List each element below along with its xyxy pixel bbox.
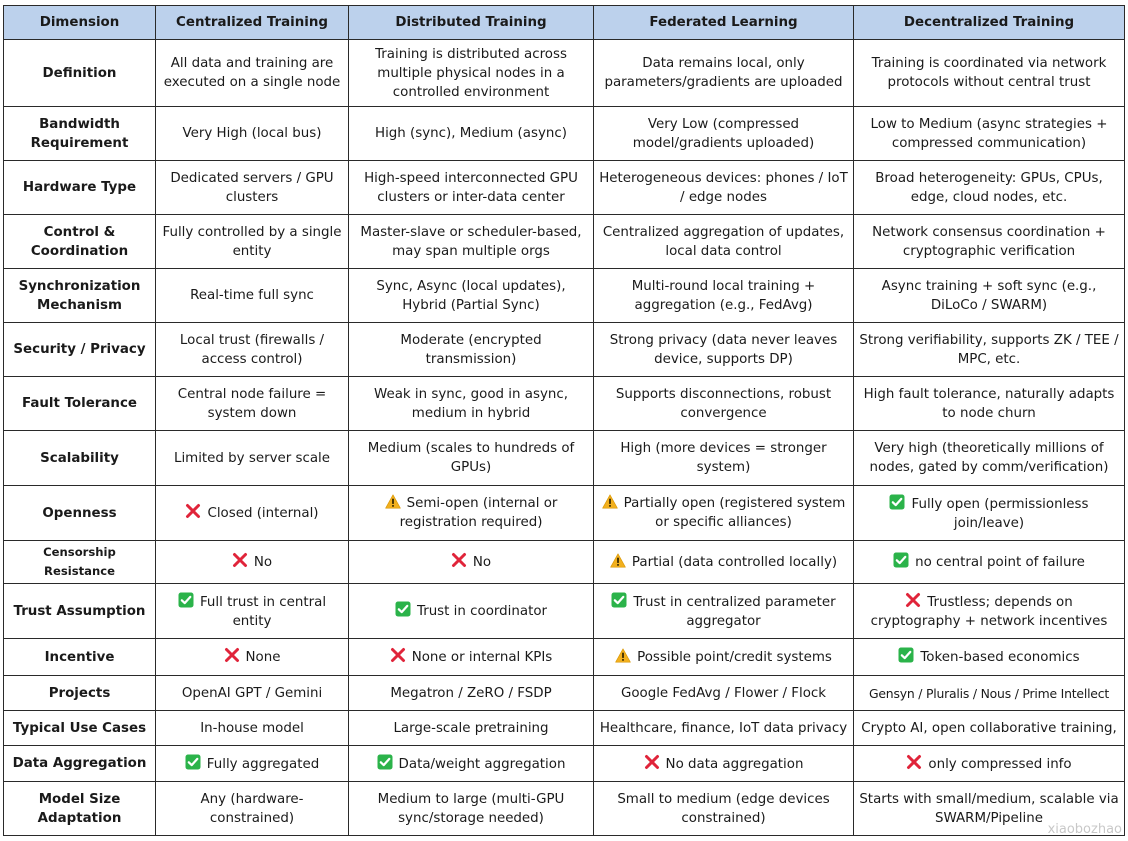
row-label: Openness	[4, 486, 156, 541]
table-row	[4, 746, 1125, 782]
cell-federated	[594, 486, 854, 541]
cell-text: High (more devices = stronger system)	[620, 441, 827, 475]
cell-federated	[594, 215, 854, 269]
cell-distributed	[349, 639, 594, 676]
cell-federated	[594, 782, 854, 836]
cell-text: Data/weight aggregation	[398, 756, 566, 772]
cell-centralized	[156, 676, 349, 711]
check-mark-icon	[889, 494, 905, 510]
cell-text: Megatron / ZeRO / FSDP	[390, 685, 552, 701]
cell-distributed	[349, 746, 594, 782]
cell-text: Master-slave or scheduler-based, may span multiple orgs	[360, 224, 582, 259]
cell-text: Real-time full sync	[190, 288, 314, 303]
watermark: xiaobozhao	[1047, 822, 1122, 837]
cell-text: Full trust in central entity	[199, 594, 327, 629]
cell-text: No	[472, 555, 492, 570]
table-header	[4, 6, 1125, 40]
row-label: Fault Tolerance	[4, 377, 156, 431]
cell-text: Very high (theoretically millions of nodes, gated by comm/verification)	[869, 441, 1109, 475]
cell-text: Data remains local, only parameters/gradients are uploaded	[604, 56, 843, 90]
row-label: Trust Assumption	[4, 584, 156, 639]
cell-distributed	[349, 377, 594, 431]
cell-text: Fully open (permissionless join/leave)	[911, 496, 1089, 531]
table-row	[4, 782, 1125, 836]
row-label: Definition	[4, 40, 156, 107]
row-label: Incentive	[4, 639, 156, 676]
cell-text: High-speed interconnected GPU clusters or inter-data center	[364, 170, 578, 205]
cell-text: Sync, Async (local updates), Hybrid (Partial Sync)	[376, 278, 566, 313]
cross-mark-icon	[644, 754, 660, 770]
cross-mark-icon	[906, 754, 922, 770]
header-distributed-training: Distributed Training	[349, 6, 594, 40]
cell-distributed	[349, 323, 594, 377]
cell-decentralized	[854, 215, 1125, 269]
cell-text: High fault tolerance, naturally adapts to node churn	[863, 386, 1115, 421]
cell-federated	[594, 431, 854, 486]
table-row	[4, 323, 1125, 377]
table-row	[4, 377, 1125, 431]
cell-decentralized	[854, 746, 1125, 782]
cell-distributed	[349, 215, 594, 269]
cell-text: Google FedAvg / Flower / Flock	[620, 685, 827, 701]
cell-decentralized	[854, 431, 1125, 486]
cell-centralized	[156, 746, 349, 782]
cross-mark-icon	[390, 647, 406, 663]
cell-centralized	[156, 323, 349, 377]
cell-decentralized	[854, 711, 1125, 746]
cell-text: None or internal KPIs	[411, 650, 553, 665]
cell-text: Network consensus coordination + cryptographic verification	[872, 224, 1106, 259]
cell-centralized	[156, 377, 349, 431]
cell-federated	[594, 323, 854, 377]
cell-text: No	[253, 555, 273, 570]
cell-text: Partially open (registered system or specific alliances)	[623, 496, 846, 530]
header-dimension: Dimension	[4, 6, 156, 40]
row-label: Bandwidth Requirement	[4, 107, 156, 161]
cell-text: No data aggregation	[665, 756, 804, 772]
cell-text: Closed (internal)	[207, 506, 319, 521]
cell-decentralized	[854, 377, 1125, 431]
cell-federated	[594, 161, 854, 215]
cell-decentralized	[854, 161, 1125, 215]
cell-text: Very Low (compressed model/gradients uploaded)	[632, 116, 815, 151]
cell-text: OpenAI GPT / Gemini	[181, 685, 323, 701]
row-label: Control & Coordination	[4, 215, 156, 269]
cell-distributed	[349, 711, 594, 746]
check-mark-icon	[377, 754, 393, 770]
table-row	[4, 215, 1125, 269]
cell-text: Large-scale pretraining	[393, 720, 549, 736]
cell-text: Crypto AI, open collaborative training,	[861, 720, 1117, 736]
cell-text: Local trust (firewalls / access control)	[179, 332, 325, 367]
cell-federated	[594, 107, 854, 161]
cell-text: None	[245, 650, 281, 665]
cell-federated	[594, 711, 854, 746]
cell-text: Starts with small/medium, scalable via SWARM/Pipeline	[859, 791, 1119, 826]
table-row	[4, 711, 1125, 746]
cross-mark-icon	[185, 503, 201, 519]
cell-centralized	[156, 639, 349, 676]
cell-text: Any (hardware-constrained)	[200, 791, 304, 826]
cell-text: In-house model	[200, 720, 304, 736]
row-label: Hardware Type	[4, 161, 156, 215]
row-label: Censorship Resistance	[4, 541, 156, 584]
cell-text: Very High (local bus)	[182, 126, 322, 141]
table-row	[4, 161, 1125, 215]
warning-icon	[615, 648, 631, 663]
cell-text: Token-based economics	[920, 650, 1080, 665]
cell-federated	[594, 639, 854, 676]
cell-text: Centralized aggregation of updates, local data control	[602, 224, 845, 259]
cell-text: Limited by server scale	[173, 450, 331, 466]
cell-federated	[594, 541, 854, 584]
cell-decentralized	[854, 323, 1125, 377]
cell-text: only compressed info	[928, 756, 1072, 772]
cell-distributed	[349, 269, 594, 323]
cell-distributed	[349, 584, 594, 639]
cell-text: High (sync), Medium (async)	[375, 126, 567, 141]
table-row	[4, 431, 1125, 486]
table-row	[4, 584, 1125, 639]
cell-federated	[594, 269, 854, 323]
cell-text: Trust in coordinator	[416, 604, 548, 619]
header-federated-learning: Federated Learning	[594, 6, 854, 40]
cell-distributed	[349, 676, 594, 711]
cell-text: Trustless; depends on cryptography + network incentives	[870, 594, 1108, 629]
cell-centralized	[156, 584, 349, 639]
row-label: Model Size Adaptation	[4, 782, 156, 836]
cell-decentralized	[854, 639, 1125, 676]
cell-text: Small to medium (edge devices constrained)	[617, 791, 830, 826]
cell-text: Fully aggregated	[206, 756, 320, 772]
cell-text: Strong verifiability, supports ZK / TEE / MPC, etc.	[859, 332, 1119, 367]
cell-decentralized	[854, 107, 1125, 161]
cell-decentralized	[854, 40, 1125, 107]
cell-distributed	[349, 541, 594, 584]
cell-centralized	[156, 431, 349, 486]
cell-centralized	[156, 486, 349, 541]
cell-distributed	[349, 107, 594, 161]
row-label: Scalability	[4, 431, 156, 486]
cell-distributed	[349, 161, 594, 215]
cell-text: Medium to large (multi-GPU sync/storage needed)	[377, 791, 565, 826]
cell-text: Gensyn / Pluralis / Nous / Prime Intellect	[868, 685, 1110, 701]
warning-icon	[385, 494, 401, 509]
cell-decentralized	[854, 541, 1125, 584]
table-row	[4, 639, 1125, 676]
cell-text: Low to Medium (async strategies + compressed communication)	[870, 116, 1108, 151]
cell-text: Supports disconnections, robust convergence	[615, 386, 832, 421]
cell-text: no central point of failure	[915, 555, 1085, 570]
cell-federated	[594, 584, 854, 639]
header-row	[4, 6, 1125, 40]
cell-centralized	[156, 215, 349, 269]
cell-centralized	[156, 40, 349, 107]
row-label: Synchronization Mechanism	[4, 269, 156, 323]
cross-mark-icon	[451, 552, 467, 568]
table-body	[4, 40, 1125, 836]
table-row	[4, 269, 1125, 323]
cell-text: Central node failure = system down	[177, 386, 327, 421]
table-row	[4, 40, 1125, 107]
row-label: Projects	[4, 676, 156, 711]
check-mark-icon	[395, 601, 411, 617]
cell-text: All data and training are executed on a single node	[163, 56, 341, 90]
cell-distributed	[349, 40, 594, 107]
cell-centralized	[156, 269, 349, 323]
cell-text: Async training + soft sync (e.g., DiLoCo / SWARM)	[881, 278, 1097, 313]
cross-mark-icon	[232, 552, 248, 568]
comparison-table	[3, 5, 1125, 836]
cross-mark-icon	[905, 592, 921, 608]
cell-text: Medium (scales to hundreds of GPUs)	[367, 441, 575, 475]
table-row	[4, 541, 1125, 584]
cell-text: Possible point/credit systems	[637, 649, 832, 665]
cell-text: Training is coordinated via network protocols without central trust	[871, 56, 1107, 90]
check-mark-icon	[185, 754, 201, 770]
cell-text: Trust in centralized parameter aggregator	[633, 594, 836, 629]
cell-text: Moderate (encrypted transmission)	[400, 332, 542, 367]
cell-text: Training is distributed across multiple physical nodes in a controlled environment	[375, 46, 567, 100]
cell-decentralized	[854, 269, 1125, 323]
cell-distributed	[349, 431, 594, 486]
check-mark-icon	[611, 592, 627, 608]
cell-text: Semi-open (internal or registration required)	[399, 496, 558, 530]
cell-text: Dedicated servers / GPU clusters	[170, 170, 334, 205]
cell-centralized	[156, 782, 349, 836]
cell-decentralized	[854, 584, 1125, 639]
cell-text: Multi-round local training + aggregation (e.g., FedAvg)	[631, 278, 816, 313]
cell-centralized	[156, 541, 349, 584]
cell-decentralized	[854, 486, 1125, 541]
header-centralized-training: Centralized Training	[156, 6, 349, 40]
row-label: Typical Use Cases	[4, 711, 156, 746]
warning-icon	[602, 494, 618, 509]
cell-text: Partial (data controlled locally)	[631, 554, 838, 570]
cell-text: Strong privacy (data never leaves device, supports DP)	[609, 332, 838, 367]
cell-text: Healthcare, finance, IoT data privacy	[599, 720, 848, 736]
cell-distributed	[349, 782, 594, 836]
cell-decentralized	[854, 676, 1125, 711]
table-row	[4, 676, 1125, 711]
cell-centralized	[156, 107, 349, 161]
table-row	[4, 107, 1125, 161]
table-row	[4, 486, 1125, 541]
cell-federated	[594, 40, 854, 107]
cross-mark-icon	[224, 647, 240, 663]
cell-centralized	[156, 161, 349, 215]
warning-icon	[610, 553, 626, 568]
cell-distributed	[349, 486, 594, 541]
check-mark-icon	[893, 552, 909, 568]
cell-text: Weak in sync, good in async, medium in hybrid	[374, 386, 568, 421]
cell-text: Heterogeneous devices: phones / IoT / edge nodes	[599, 170, 848, 205]
cell-text: Fully controlled by a single entity	[162, 224, 342, 259]
header-decentralized-training: Decentralized Training	[854, 6, 1125, 40]
cell-federated	[594, 377, 854, 431]
row-label: Data Aggregation	[4, 746, 156, 782]
check-mark-icon	[178, 592, 194, 608]
cell-text: Broad heterogeneity: GPUs, CPUs, edge, cloud nodes, etc.	[875, 170, 1103, 205]
cell-federated	[594, 676, 854, 711]
row-label: Security / Privacy	[4, 323, 156, 377]
cell-centralized	[156, 711, 349, 746]
check-mark-icon	[898, 647, 914, 663]
cell-federated	[594, 746, 854, 782]
